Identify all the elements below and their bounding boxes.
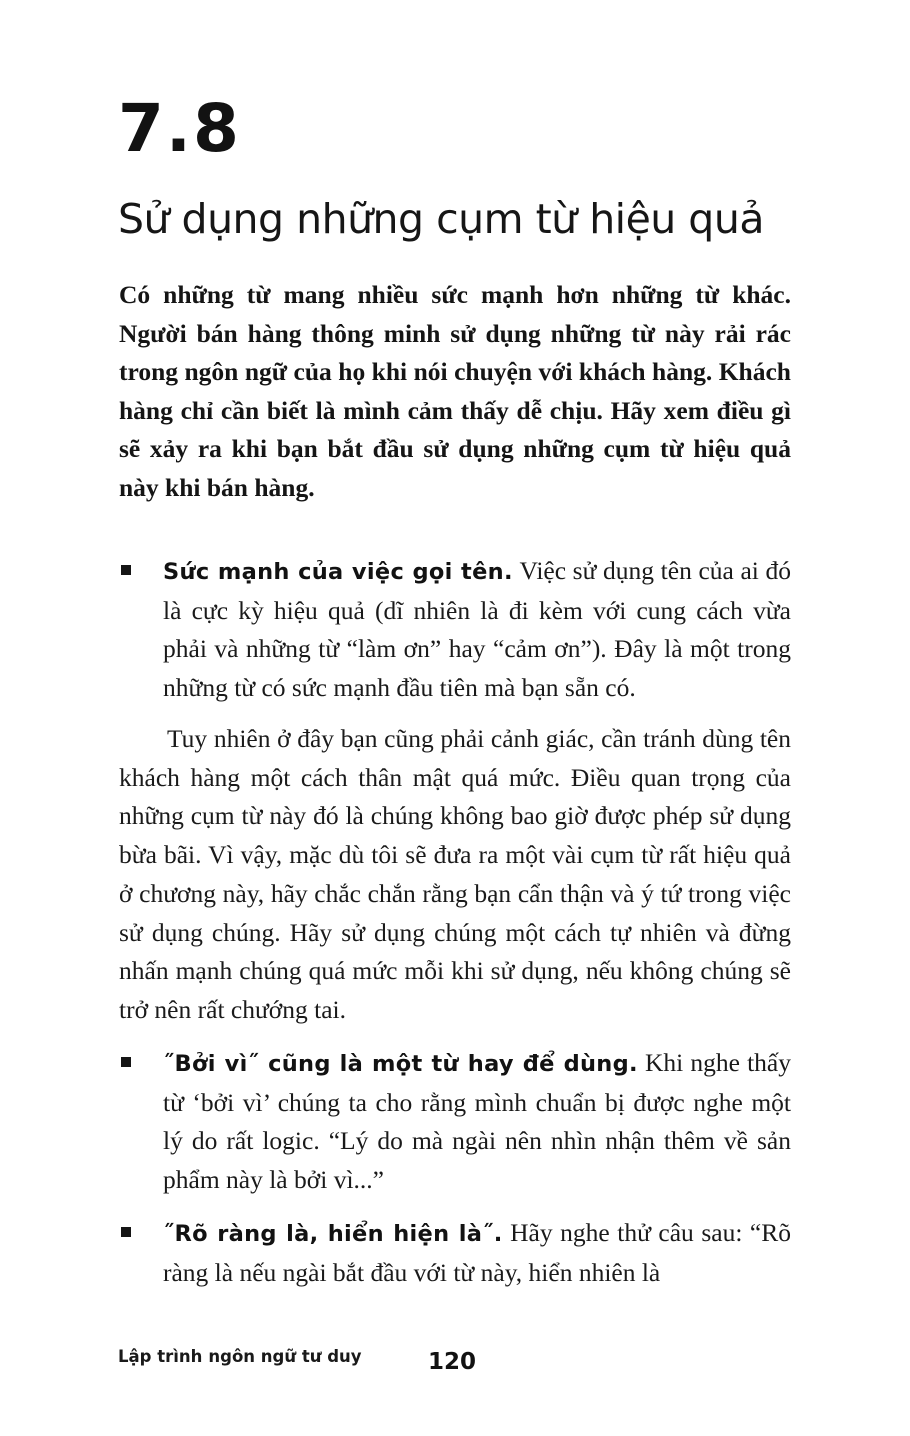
bullet-text: Khi nghe thấy từ ‘bởi vì’ chúng ta cho rằng mình chuẩn bị được nghe một lý do rất logic. “Lý do mà ngài nên nhìn nhận thêm về sản phẩm này là bởi vì...” (163, 1048, 792, 1195)
bullet-lead: ˝Bởi vì˝ cũng là một từ hay để dùng. (163, 1051, 638, 1077)
bullet-item (119, 552, 791, 708)
chapter-number: 7.8 (118, 90, 241, 167)
square-bullet-icon (121, 1057, 131, 1067)
bullet-text: Hãy nghe thử câu sau: “Rõ ràng là nếu ngài bắt đầu với từ này, hiển nhiên là (163, 1218, 792, 1287)
bullet-lead: Sức mạnh của việc gọi tên. (163, 559, 513, 585)
body-paragraph: Tuy nhiên ở đây bạn cũng phải cảnh giác, cần tránh dùng tên khách hàng một cách thân mật quá mức. Điều quan trọng của những cụm từ này đó là chúng không bao giờ được phép sử dụng bừa bãi. Vì vậy, mặc dù tôi sẽ đưa ra một vài cụm từ rất hiệu quả ở chương này, hãy chắc chắn rằng bạn cẩn thận và ý tứ trong việc sử dụng chúng. Hãy sử dụng chúng một cách tự nhiên và đừng nhấn mạnh chúng quá mức mỗi khi sử dụng, nếu không chúng sẽ trở nên rất chướng tai. (119, 724, 791, 1024)
running-footer (118, 1349, 362, 1366)
square-bullet-icon (121, 1227, 131, 1237)
chapter-title: Sử dụng những cụm từ hiệu quả (118, 195, 764, 243)
intro-paragraph: Có những từ mang nhiều sức mạnh hơn những từ khác. Người bán hàng thông minh sử dụng những từ này rải rác trong ngôn ngữ của họ khi nói chuyện với khách hàng. Khách hàng chỉ cần biết là mình cảm thấy dễ chịu. Hãy xem điều gì sẽ xảy ra khi bạn bắt đầu sử dụng những cụm từ hiệu quả này khi bán hàng. (119, 280, 791, 502)
bullet-item (119, 1044, 791, 1200)
bullet-item (119, 1214, 791, 1292)
bullet-text: Việc sử dụng tên của ai đó là cực kỳ hiệu quả (dĩ nhiên là đi kèm với cung cách vừa phải và những từ “làm ơn” hay “cảm ơn”). Đây là một trong những từ có sức mạnh đầu tiên mà bạn sẵn có. (163, 556, 791, 703)
square-bullet-icon (121, 565, 131, 575)
book-title-part1: Lập trình (118, 1347, 203, 1366)
page-number: 120 (428, 1349, 477, 1375)
book-title-part2: ngôn ngữ tư duy (208, 1347, 362, 1366)
bullet-lead: ˝Rõ ràng là, hiển hiện là˝. (163, 1221, 503, 1247)
